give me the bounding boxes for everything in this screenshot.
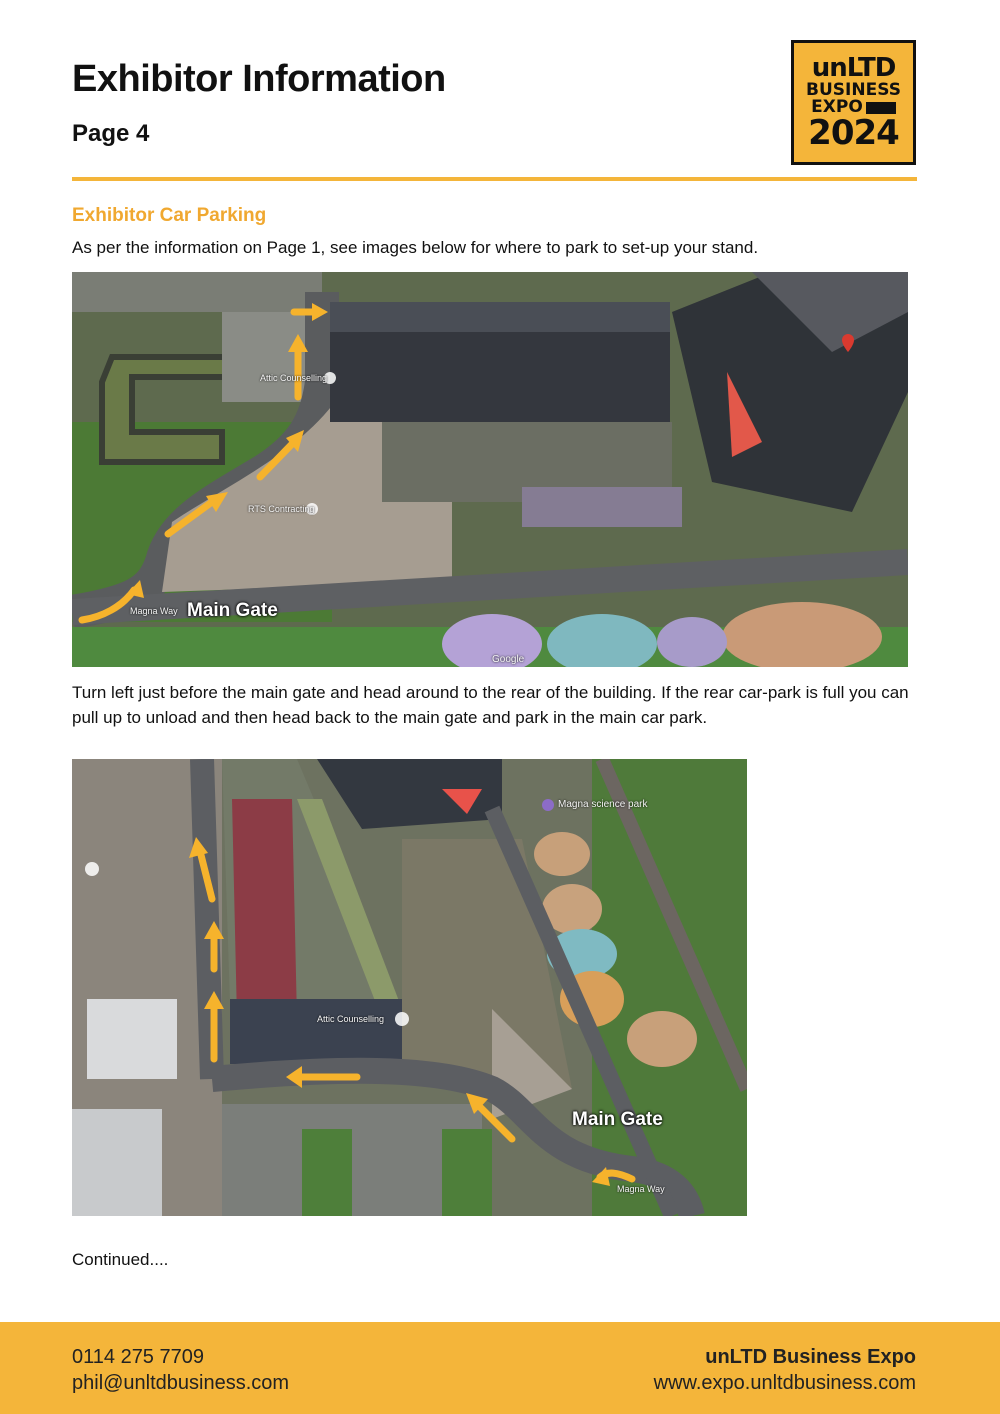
poi-label: Google (492, 654, 525, 665)
logo-line-3-text: EXPO (811, 97, 863, 117)
logo-line-4: 2024 (808, 113, 899, 153)
header-divider (72, 177, 917, 181)
footer (0, 1322, 1000, 1414)
aerial-map-1 (72, 272, 908, 667)
continued-text: Continued.... (72, 1250, 169, 1269)
aerial-map-2 (72, 759, 747, 1216)
expo-logo (791, 40, 916, 165)
footer-company (654, 1344, 916, 1396)
main-gate-label: Main Gate (572, 1109, 663, 1130)
poi-label: Attic Counselling (317, 1014, 385, 1024)
footer-contact (72, 1344, 289, 1396)
footer-phone: 0114 275 7709 (72, 1346, 204, 1368)
footer-website[interactable]: www.expo.unltdbusiness.com (653, 1372, 916, 1394)
logo-line-2: BUSINESS (806, 80, 901, 100)
footer-company-name: unLTD Business Expo (705, 1346, 916, 1368)
main-gate-label: Main Gate (187, 600, 278, 621)
page-subtitle: Page 4 (72, 120, 150, 147)
section-title: Exhibitor Car Parking (72, 205, 267, 226)
poi-label: Magna science park (558, 799, 648, 810)
poi-label: Magna Way (130, 606, 178, 616)
poi-label: Attic Counselling (260, 373, 328, 383)
footer-email[interactable]: phil@unltdbusiness.com (72, 1372, 290, 1394)
poi-label: Magna Way (617, 1184, 665, 1194)
directions-paragraph: Turn left just before the main gate and head around to the rear of the building. If the rear car-park is full you can pull up to unload and then head back to the main gate and park in the main car park. (72, 683, 909, 727)
page-title: Exhibitor Information (72, 58, 446, 100)
aerial-map-2-graphic (72, 759, 747, 1216)
poi-label: RTS Contracting (248, 504, 315, 514)
intro-paragraph: As per the information on Page 1, see images below for where to park to set-up your stand. (72, 238, 759, 257)
logo-bar (866, 102, 896, 114)
logo-line-1: unLTD (811, 53, 896, 83)
